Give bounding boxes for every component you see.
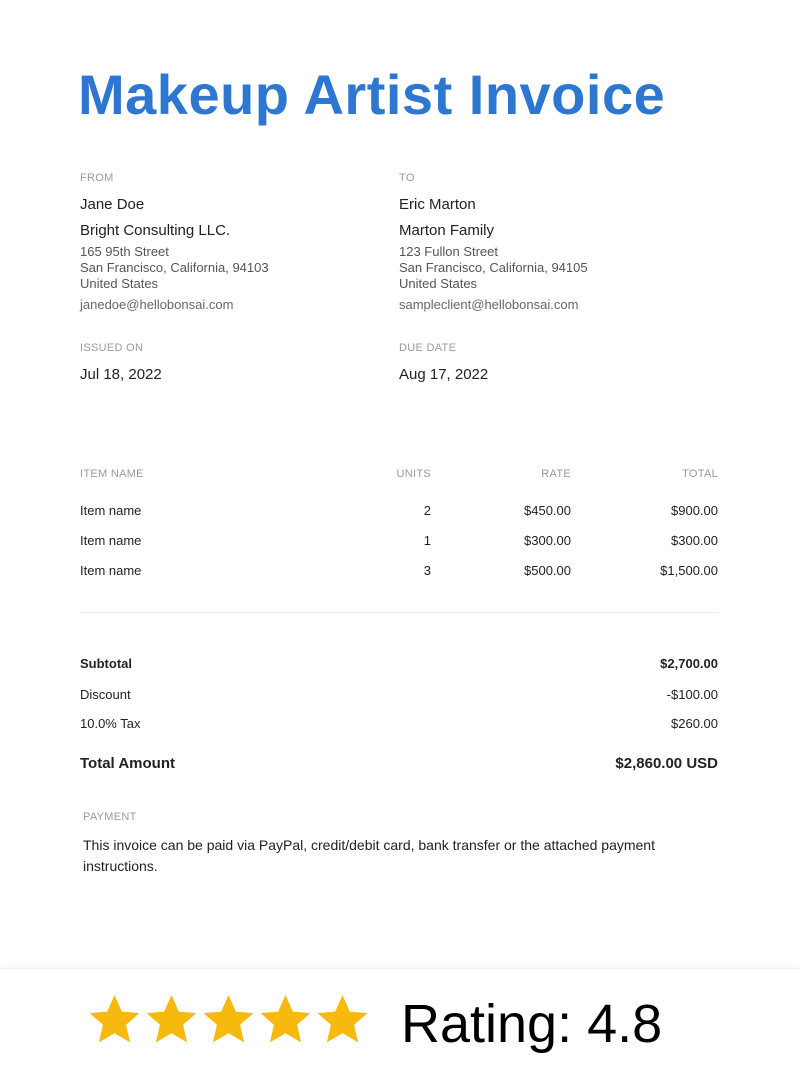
rating-text: Rating: 4.8 xyxy=(401,994,663,1054)
rating-stars xyxy=(86,991,371,1049)
star-icon xyxy=(314,991,371,1049)
total-amount-value: $2,860.00 USD xyxy=(615,755,718,772)
discount-label: Discount xyxy=(80,687,131,702)
subtotal-label: Subtotal xyxy=(80,656,132,671)
table-row xyxy=(80,563,718,593)
item-total-cell: $900.00 xyxy=(671,503,718,518)
tax-value: $260.00 xyxy=(671,716,718,731)
star-icon xyxy=(86,991,143,1049)
table-row xyxy=(80,503,718,533)
item-name-cell: Item name xyxy=(80,563,142,578)
item-units-cell: 3 xyxy=(423,563,431,578)
payment-text: This invoice can be paid via PayPal, credit/debit card, bank transfer or the attached payment instructions. xyxy=(83,837,655,874)
to-section xyxy=(399,172,699,313)
item-rate-cell: $500.00 xyxy=(524,563,571,578)
issued-on-section xyxy=(80,342,380,383)
from-section xyxy=(80,172,380,313)
due-date-label: DUE DATE xyxy=(399,342,457,354)
item-total-cell: $300.00 xyxy=(671,533,718,548)
payment-label: PAYMENT xyxy=(83,811,137,823)
items-header-row xyxy=(80,468,718,498)
rating-footer xyxy=(0,968,800,1081)
payment-section xyxy=(83,811,713,877)
to-company: Marton Family xyxy=(399,222,495,239)
issued-on-value: Jul 18, 2022 xyxy=(80,366,162,383)
issued-on-label: ISSUED ON xyxy=(80,342,144,354)
subtotal-value: $2,700.00 xyxy=(660,656,718,671)
to-address xyxy=(399,244,699,292)
to-address-line2: San Francisco, California, 94105 xyxy=(399,260,588,275)
star-icon xyxy=(143,991,200,1049)
from-company: Bright Consulting LLC. xyxy=(80,222,231,239)
item-name-cell: Item name xyxy=(80,503,142,518)
star-icon xyxy=(200,991,257,1049)
to-address-line3: United States xyxy=(399,276,478,291)
from-address-line3: United States xyxy=(80,276,159,291)
item-total-cell: $1,500.00 xyxy=(660,563,718,578)
item-units-cell: 2 xyxy=(423,503,431,518)
to-address-line1: 123 Fullon Street xyxy=(399,244,499,259)
discount-value: -$100.00 xyxy=(666,687,718,702)
due-date-section xyxy=(399,342,699,383)
from-name: Jane Doe xyxy=(80,196,145,213)
due-date-value: Aug 17, 2022 xyxy=(399,366,489,383)
from-email: janedoe@hellobonsai.com xyxy=(80,297,234,312)
header-units: UNITS xyxy=(396,468,431,480)
header-rate: RATE xyxy=(541,468,571,480)
star-icon xyxy=(257,991,314,1049)
header-total: TOTAL xyxy=(682,468,718,480)
from-address-line1: 165 95th Street xyxy=(80,244,169,259)
tax-label: 10.0% Tax xyxy=(80,716,141,731)
from-label: FROM xyxy=(80,172,114,184)
total-amount-label: Total Amount xyxy=(80,755,175,772)
item-units-cell: 1 xyxy=(423,533,431,548)
table-row xyxy=(80,533,718,563)
item-rate-cell: $300.00 xyxy=(524,533,571,548)
from-address-line2: San Francisco, California, 94103 xyxy=(80,260,269,275)
to-email: sampleclient@hellobonsai.com xyxy=(399,297,579,312)
items-table xyxy=(80,468,718,593)
to-label: TO xyxy=(399,172,415,184)
items-divider xyxy=(80,612,718,613)
item-rate-cell: $450.00 xyxy=(524,503,571,518)
from-address xyxy=(80,244,380,292)
to-name: Eric Marton xyxy=(399,196,476,213)
item-name-cell: Item name xyxy=(80,533,142,548)
header-item-name: ITEM NAME xyxy=(80,468,144,480)
invoice-title: Makeup Artist Invoice xyxy=(78,63,666,126)
